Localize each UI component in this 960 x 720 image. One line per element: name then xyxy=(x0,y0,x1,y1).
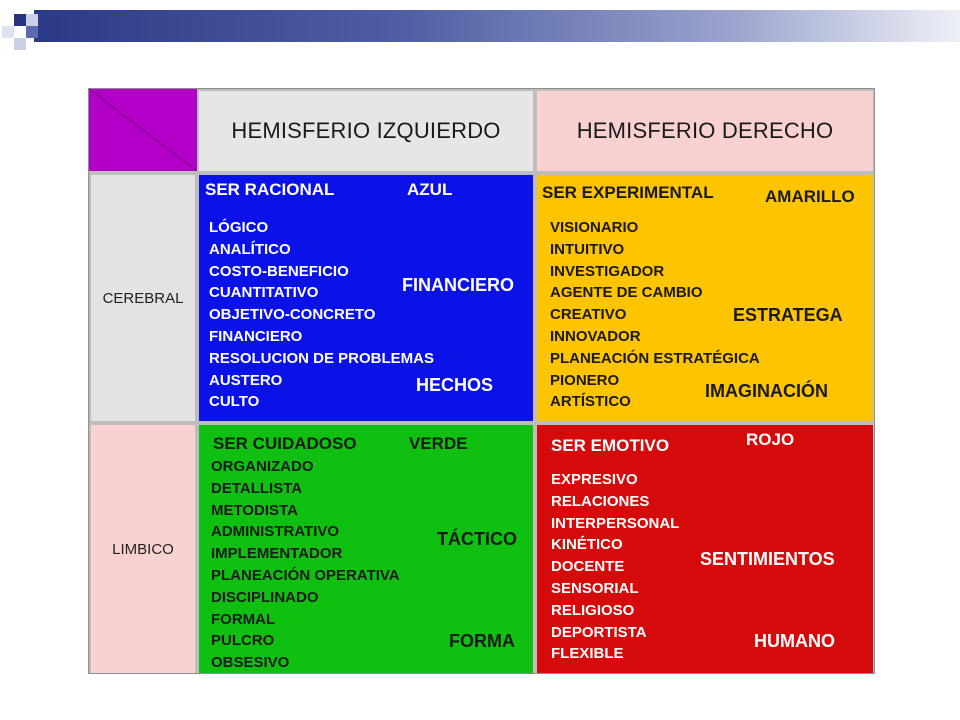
list-item: PIONERO xyxy=(550,371,620,389)
keyword: HUMANO xyxy=(754,631,835,651)
list-item: RELIGIOSO xyxy=(551,601,635,619)
decor-square-blue xyxy=(26,26,38,38)
corner-cell xyxy=(89,89,197,171)
decor-square-pale xyxy=(2,26,14,38)
quadrant-color-label: AMARILLO xyxy=(765,187,855,206)
quadrant-title: SER CUIDADOSO xyxy=(213,434,357,453)
list-item: FLEXIBLE xyxy=(551,645,624,663)
list-item: FORMAL xyxy=(211,610,276,628)
list-item: ORGANIZADO xyxy=(211,458,314,475)
list-item: SENSORIAL xyxy=(551,579,639,597)
list-item: CULTO xyxy=(209,393,260,411)
list-item: COSTO-BENEFICIO xyxy=(209,262,349,280)
list-item: ANALÍTICO xyxy=(209,240,291,258)
list-item: INVESTIGADOR xyxy=(550,262,665,280)
diagonal-line xyxy=(89,89,197,171)
keyword: FINANCIERO xyxy=(402,275,514,295)
keyword: SENTIMIENTOS xyxy=(700,549,835,569)
list-item: KINÉTICO xyxy=(551,536,623,554)
list-item: DOCENTE xyxy=(551,558,625,576)
quadrant-title: SER EXPERIMENTAL xyxy=(542,183,714,202)
list-item: VISIONARIO xyxy=(550,219,639,236)
quadrant-color-label: AZUL xyxy=(407,180,453,199)
quadrant-yellow xyxy=(537,175,873,421)
list-item: DETALLISTA xyxy=(211,479,303,497)
list-item: INTUITIVO xyxy=(550,240,625,258)
list-item: EXPRESIVO xyxy=(551,471,638,488)
decor-square-light xyxy=(14,38,26,50)
list-item: ADMINISTRATIVO xyxy=(211,523,340,541)
keyword: HECHOS xyxy=(416,375,494,395)
list-item: IMPLEMENTADOR xyxy=(211,545,343,563)
title-bar-gradient xyxy=(34,10,960,42)
list-item: OBSESIVO xyxy=(211,654,290,672)
quadrant-title: SER RACIONAL xyxy=(205,180,335,199)
list-item: PLANEACIÓN OPERATIVA xyxy=(211,566,400,584)
list-item: DISCIPLINADO xyxy=(211,588,319,606)
list-item: CUANTITATIVO xyxy=(209,284,319,302)
list-item: PULCRO xyxy=(211,632,275,650)
keyword: ESTRATEGA xyxy=(733,305,843,325)
list-item: RESOLUCION DE PROBLEMAS xyxy=(209,349,435,367)
row-label-cerebral: CEREBRAL xyxy=(91,175,195,421)
list-item: FINANCIERO xyxy=(209,327,303,345)
header-left-hemisphere: HEMISFERIO IZQUIERDO xyxy=(199,91,533,171)
list-item: RELACIONES xyxy=(551,492,650,510)
list-item: AUSTERO xyxy=(209,371,283,389)
decor-square-navy xyxy=(14,14,26,26)
list-item: METODISTA xyxy=(211,501,298,519)
quadrant-green xyxy=(199,425,533,673)
list-item: PLANEACIÓN ESTRATÉGICA xyxy=(550,349,760,367)
list-item: INNOVADOR xyxy=(550,327,641,345)
trait-list xyxy=(211,456,400,674)
list-item: OBJETIVO-CONCRETO xyxy=(209,306,376,324)
keyword: TÁCTICO xyxy=(437,529,517,549)
quadrant-color-label: ROJO xyxy=(746,430,795,449)
list-item: CREATIVO xyxy=(550,306,627,324)
list-item: LÓGICO xyxy=(209,219,269,236)
quadrant-color-label: VERDE xyxy=(409,434,468,453)
header-right-hemisphere: HEMISFERIO DERECHO xyxy=(537,91,873,171)
quadrant-red xyxy=(537,425,873,673)
list-item: ARTÍSTICO xyxy=(550,393,631,411)
list-item: INTERPERSONAL xyxy=(551,514,680,532)
row-label-limbico: LIMBICO xyxy=(91,425,195,673)
trait-list xyxy=(551,469,679,665)
list-item: DEPORTISTA xyxy=(551,623,647,641)
decor-square-light xyxy=(26,14,38,26)
quadrant-blue xyxy=(199,175,533,421)
quadrant-title: SER EMOTIVO xyxy=(551,436,670,455)
keyword: IMAGINACIÓN xyxy=(705,381,828,401)
keyword: FORMA xyxy=(449,631,515,651)
brain-dominance-diagram xyxy=(88,88,875,674)
list-item: AGENTE DE CAMBIO xyxy=(550,284,703,302)
trait-list xyxy=(209,217,434,413)
